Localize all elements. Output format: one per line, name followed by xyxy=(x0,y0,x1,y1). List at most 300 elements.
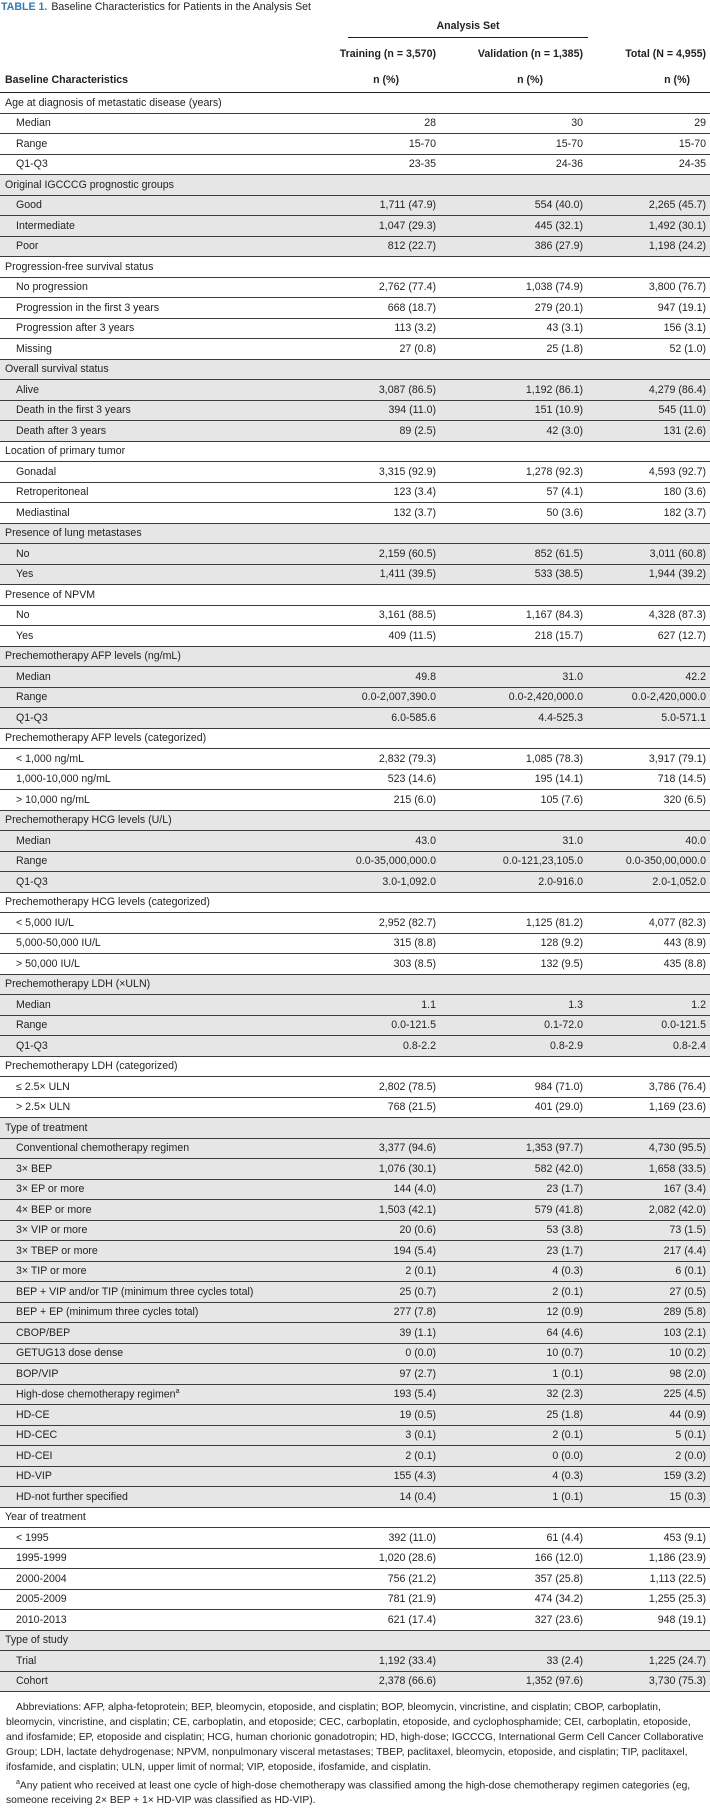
validation-value: 474 (34.2) xyxy=(441,1589,586,1610)
table-row xyxy=(0,339,710,360)
row-label-text: 2010-2013 xyxy=(16,1613,67,1626)
table-row xyxy=(0,1548,710,1569)
training-value: 621 (17.4) xyxy=(296,1610,441,1631)
table-row xyxy=(0,851,710,872)
column-header-characteristics: Baseline Characteristics xyxy=(0,68,296,93)
header-row-columns xyxy=(0,40,710,68)
row-label-text: Trial xyxy=(16,1654,37,1667)
training-value: 155 (4.3) xyxy=(296,1466,441,1487)
row-label xyxy=(0,1241,296,1262)
row-label-text: No xyxy=(16,547,30,560)
table-row xyxy=(0,1610,710,1631)
validation-value: 582 (42.0) xyxy=(441,1159,586,1180)
total-value: 156 (3.1) xyxy=(586,318,710,339)
section-heading-label xyxy=(0,585,296,606)
table-row xyxy=(0,1241,710,1262)
row-label-text: Location of primary tumor xyxy=(5,445,126,458)
table-row xyxy=(0,1569,710,1590)
row-label xyxy=(0,1384,296,1405)
total-value: 180 (3.6) xyxy=(586,482,710,503)
row-label-text: Median xyxy=(16,117,51,130)
training-value: 1,047 (29.3) xyxy=(296,216,441,237)
training-value: 3,315 (92.9) xyxy=(296,462,441,483)
total-value xyxy=(586,359,710,380)
row-label xyxy=(0,544,296,565)
table-row xyxy=(0,1261,710,1282)
validation-value: 30 xyxy=(441,113,586,134)
validation-value: 151 (10.9) xyxy=(441,400,586,421)
validation-value: 24-36 xyxy=(441,154,586,175)
training-value: 28 xyxy=(296,113,441,134)
training-value xyxy=(296,810,441,831)
table-row xyxy=(0,1282,710,1303)
table-row xyxy=(0,380,710,401)
total-value xyxy=(586,646,710,667)
total-value: 435 (8.8) xyxy=(586,954,710,975)
row-label xyxy=(0,503,296,524)
row-label xyxy=(0,462,296,483)
training-value: 23-35 xyxy=(296,154,441,175)
row-label-text: 3× BEP xyxy=(16,1162,53,1175)
training-value: 409 (11.5) xyxy=(296,626,441,647)
row-label-text: Mediastinal xyxy=(16,506,70,519)
row-label xyxy=(0,1302,296,1323)
validation-value: 2.0-916.0 xyxy=(441,872,586,893)
training-value: 113 (3.2) xyxy=(296,318,441,339)
row-label-text: 1,000-10,000 ng/mL xyxy=(16,773,111,786)
training-value: 668 (18.7) xyxy=(296,298,441,319)
total-value: 6 (0.1) xyxy=(586,1261,710,1282)
training-value xyxy=(296,93,441,114)
table-row xyxy=(0,113,710,134)
table-row xyxy=(0,1671,710,1692)
training-value xyxy=(296,523,441,544)
training-value xyxy=(296,1507,441,1528)
total-value: 182 (3.7) xyxy=(586,503,710,524)
validation-value xyxy=(441,892,586,913)
table-row xyxy=(0,831,710,852)
section-heading-label xyxy=(0,1056,296,1077)
row-label xyxy=(0,236,296,257)
training-value: 523 (14.6) xyxy=(296,769,441,790)
validation-value: 61 (4.4) xyxy=(441,1528,586,1549)
row-label xyxy=(0,195,296,216)
total-value xyxy=(586,441,710,462)
total-value xyxy=(586,974,710,995)
table-section-heading xyxy=(0,1630,710,1651)
column-header-training: Training (n = 3,570) xyxy=(339,48,436,60)
total-value: 27 (0.5) xyxy=(586,1282,710,1303)
table-row xyxy=(0,1487,710,1508)
validation-value: 4 (0.3) xyxy=(441,1466,586,1487)
validation-value: 0.1-72.0 xyxy=(441,1015,586,1036)
total-value: 718 (14.5) xyxy=(586,769,710,790)
training-value: 132 (3.7) xyxy=(296,503,441,524)
total-value: 98 (2.0) xyxy=(586,1364,710,1385)
total-value xyxy=(586,93,710,114)
table-row xyxy=(0,1466,710,1487)
total-value: 131 (2.6) xyxy=(586,421,710,442)
row-label-text: High-dose chemotherapy regimen xyxy=(16,1388,176,1401)
total-value xyxy=(586,1118,710,1139)
section-heading-label xyxy=(0,810,296,831)
table-row xyxy=(0,1446,710,1467)
training-value: 123 (3.4) xyxy=(296,482,441,503)
validation-value: 357 (25.8) xyxy=(441,1569,586,1590)
row-label-text: Type of study xyxy=(5,1634,69,1647)
total-value: 10 (0.2) xyxy=(586,1343,710,1364)
row-label xyxy=(0,277,296,298)
row-label xyxy=(0,1466,296,1487)
validation-value: 53 (3.8) xyxy=(441,1220,586,1241)
row-label-text: Death in the first 3 years xyxy=(16,404,131,417)
total-value: 1,225 (24.7) xyxy=(586,1651,710,1672)
training-value: 1,192 (33.4) xyxy=(296,1651,441,1672)
total-value xyxy=(586,257,710,278)
row-label xyxy=(0,318,296,339)
validation-value: 1,167 (84.3) xyxy=(441,605,586,626)
section-heading-label xyxy=(0,93,296,114)
training-value xyxy=(296,585,441,606)
row-label xyxy=(0,1569,296,1590)
table-row xyxy=(0,1323,710,1344)
row-label-text: BEP + VIP and/or TIP (minimum three cycles total) xyxy=(16,1285,254,1298)
training-value xyxy=(296,359,441,380)
row-label-text: < 1,000 ng/mL xyxy=(16,752,85,765)
table-row xyxy=(0,564,710,585)
table-section-heading xyxy=(0,892,710,913)
total-value: 3,917 (79.1) xyxy=(586,749,710,770)
row-label xyxy=(0,1220,296,1241)
table-section-heading xyxy=(0,175,710,196)
row-label xyxy=(0,605,296,626)
row-label-text: Alive xyxy=(16,383,39,396)
table-row xyxy=(0,954,710,975)
row-label-text: Yes xyxy=(16,629,34,642)
table-row xyxy=(0,400,710,421)
row-label xyxy=(0,831,296,852)
validation-value xyxy=(441,175,586,196)
total-value: 1,255 (25.3) xyxy=(586,1589,710,1610)
total-value: 2,082 (42.0) xyxy=(586,1200,710,1221)
row-label xyxy=(0,216,296,237)
total-value: 1,169 (23.6) xyxy=(586,1097,710,1118)
abbreviations-note: Abbreviations: AFP, alpha-fetoprotein; BEP, bleomycin, etoposide, and cisplatin; BOP, bleomycin, vincristine, and cisplatin; CBOP, carboplatin, bleomycin, vincristine, and cisplatin; CE, carboplatin, and etoposide; CEC, carboplatin, etoposide, and cyclophosphamide; CEI, carboplatin, etoposide, and ifosfamide; EP, etoposide and cisplatin; HCG, human chorionic gonadotropin; HD, high-dose; IGCCCG, International Germ Cell Cancer Collaborative Group; LDH, lactate dehydrogenase; NPVM, nonpulmonary visceral metastases; TBEP, paclitaxel, bleomycin, etoposide, and cisplatin; TIP, paclitaxel, ifosfamide, and cisplatin; ULN, upper limit of normal; VIP, etoposide, ifosfamide, and cisplatin. xyxy=(6,1702,704,1773)
validation-value: 10 (0.7) xyxy=(441,1343,586,1364)
row-label-text: Missing xyxy=(16,342,52,355)
row-label xyxy=(0,954,296,975)
validation-value: 554 (40.0) xyxy=(441,195,586,216)
row-label-text: Q1-Q3 xyxy=(16,711,48,724)
section-heading-label xyxy=(0,728,296,749)
table-row xyxy=(0,1528,710,1549)
total-value: 4,328 (87.3) xyxy=(586,605,710,626)
total-value: 289 (5.8) xyxy=(586,1302,710,1323)
table-caption xyxy=(0,0,710,16)
table-section-heading xyxy=(0,646,710,667)
row-label-text: 5,000-50,000 IU/L xyxy=(16,937,101,950)
total-value: 225 (4.5) xyxy=(586,1384,710,1405)
validation-value xyxy=(441,359,586,380)
column-header-total: Total (N = 4,955) xyxy=(625,48,707,60)
training-value: 2,802 (78.5) xyxy=(296,1077,441,1098)
row-label-text: Range xyxy=(16,137,48,150)
validation-value: 105 (7.6) xyxy=(441,790,586,811)
unit-training: n (%) xyxy=(296,68,441,93)
total-value: 4,077 (82.3) xyxy=(586,913,710,934)
row-label xyxy=(0,380,296,401)
section-heading-label xyxy=(0,359,296,380)
total-value: 1,198 (24.2) xyxy=(586,236,710,257)
row-label-text: Presence of lung metastases xyxy=(5,527,142,540)
training-value: 277 (7.8) xyxy=(296,1302,441,1323)
section-heading-label xyxy=(0,892,296,913)
training-value: 303 (8.5) xyxy=(296,954,441,975)
training-value: 2 (0.1) xyxy=(296,1446,441,1467)
total-value: 5.0-571.1 xyxy=(586,708,710,729)
baseline-characteristics-table xyxy=(0,16,710,1692)
row-label-text: Cohort xyxy=(16,1675,48,1688)
row-label xyxy=(0,995,296,1016)
training-value: 2 (0.1) xyxy=(296,1261,441,1282)
row-label xyxy=(0,1548,296,1569)
row-label xyxy=(0,1282,296,1303)
total-value: 1,113 (22.5) xyxy=(586,1569,710,1590)
validation-value xyxy=(441,728,586,749)
table-row xyxy=(0,1138,710,1159)
row-label-text: Median xyxy=(16,834,51,847)
row-label xyxy=(0,687,296,708)
training-value: 3,377 (94.6) xyxy=(296,1138,441,1159)
row-label-text: Good xyxy=(16,199,42,212)
training-value: 144 (4.0) xyxy=(296,1179,441,1200)
training-value: 0.0-2,007,390.0 xyxy=(296,687,441,708)
training-value: 1.1 xyxy=(296,995,441,1016)
training-value: 27 (0.8) xyxy=(296,339,441,360)
training-value: 193 (5.4) xyxy=(296,1384,441,1405)
unit-validation: n (%) xyxy=(441,68,586,93)
validation-value: 4.4-525.3 xyxy=(441,708,586,729)
table-row xyxy=(0,790,710,811)
table-section-heading xyxy=(0,810,710,831)
row-label-text: Yes xyxy=(16,568,34,581)
table-row xyxy=(0,134,710,155)
table-row xyxy=(0,318,710,339)
table-footnotes xyxy=(0,1692,710,1808)
training-value: 3,087 (86.5) xyxy=(296,380,441,401)
total-value: 2,265 (45.7) xyxy=(586,195,710,216)
table-section-heading xyxy=(0,974,710,995)
row-label xyxy=(0,667,296,688)
validation-value: 25 (1.8) xyxy=(441,339,586,360)
row-label-text: 2005-2009 xyxy=(16,1593,67,1606)
row-label xyxy=(0,1138,296,1159)
section-heading-label xyxy=(0,1630,296,1651)
total-value: 4,279 (86.4) xyxy=(586,380,710,401)
total-value: 1,492 (30.1) xyxy=(586,216,710,237)
validation-value: 50 (3.6) xyxy=(441,503,586,524)
validation-value: 0 (0.0) xyxy=(441,1446,586,1467)
footnote-marker: a xyxy=(175,1387,180,1395)
validation-value xyxy=(441,646,586,667)
row-label-text: > 2.5× ULN xyxy=(16,1101,71,1114)
validation-value: 31.0 xyxy=(441,831,586,852)
row-label xyxy=(0,564,296,585)
validation-value xyxy=(441,1507,586,1528)
validation-value: 1.3 xyxy=(441,995,586,1016)
total-value xyxy=(586,728,710,749)
training-value xyxy=(296,728,441,749)
row-label-text: Age at diagnosis of metastatic disease (years) xyxy=(5,96,222,109)
table-row xyxy=(0,708,710,729)
total-value: 5 (0.1) xyxy=(586,1425,710,1446)
training-value: 97 (2.7) xyxy=(296,1364,441,1385)
validation-value: 1,125 (81.2) xyxy=(441,913,586,934)
validation-value: 132 (9.5) xyxy=(441,954,586,975)
table-section-heading xyxy=(0,359,710,380)
total-value: 443 (8.9) xyxy=(586,933,710,954)
total-value: 159 (3.2) xyxy=(586,1466,710,1487)
row-label xyxy=(0,1179,296,1200)
row-label xyxy=(0,421,296,442)
header-row-analysis-set xyxy=(0,16,710,40)
total-value: 4,730 (95.5) xyxy=(586,1138,710,1159)
row-label xyxy=(0,154,296,175)
row-label xyxy=(0,1487,296,1508)
training-value: 215 (6.0) xyxy=(296,790,441,811)
row-label xyxy=(0,339,296,360)
row-label xyxy=(0,769,296,790)
validation-value: 23 (1.7) xyxy=(441,1241,586,1262)
row-label xyxy=(0,1015,296,1036)
table-section-heading xyxy=(0,1507,710,1528)
table-section-heading xyxy=(0,1056,710,1077)
row-label-text: HD-CEC xyxy=(16,1429,58,1442)
row-label-text: No xyxy=(16,609,30,622)
row-label-text: HD-CE xyxy=(16,1408,50,1421)
table-body xyxy=(0,93,710,1692)
validation-value xyxy=(441,1118,586,1139)
table-row xyxy=(0,482,710,503)
validation-value: 0.0-121,23,105.0 xyxy=(441,851,586,872)
training-value: 2,378 (66.6) xyxy=(296,1671,441,1692)
row-label-text: < 1995 xyxy=(16,1531,49,1544)
row-label-text: Progression-free survival status xyxy=(5,260,154,273)
row-label-text: 3× VIP or more xyxy=(16,1224,88,1237)
row-label xyxy=(0,482,296,503)
row-label-text: Retroperitoneal xyxy=(16,486,89,499)
row-label-text: Overall survival status xyxy=(5,363,109,376)
validation-value: 1,085 (78.3) xyxy=(441,749,586,770)
table-row xyxy=(0,1589,710,1610)
training-value: 1,503 (42.1) xyxy=(296,1200,441,1221)
footnote-marker: a xyxy=(16,1779,20,1786)
row-label-text: Prechemotherapy AFP levels (categorized) xyxy=(5,732,207,745)
total-value: 217 (4.4) xyxy=(586,1241,710,1262)
row-label-text: GETUG13 dose dense xyxy=(16,1347,124,1360)
table-row xyxy=(0,1015,710,1036)
validation-value: 327 (23.6) xyxy=(441,1610,586,1631)
row-label-text: Range xyxy=(16,1019,48,1032)
row-label-text: 3× EP or more xyxy=(16,1183,85,1196)
table-row xyxy=(0,154,710,175)
row-label-text: Conventional chemotherapy regimen xyxy=(16,1142,190,1155)
row-label-text: Original IGCCCG prognostic groups xyxy=(5,178,174,191)
total-value xyxy=(586,1630,710,1651)
row-label-text: Prechemotherapy LDH (categorized) xyxy=(5,1060,178,1073)
total-value: 2 (0.0) xyxy=(586,1446,710,1467)
total-value: 1,944 (39.2) xyxy=(586,564,710,585)
validation-value: 12 (0.9) xyxy=(441,1302,586,1323)
unit-total: n (%) xyxy=(586,68,710,93)
training-value: 0.0-35,000,000.0 xyxy=(296,851,441,872)
row-label-text: 3× TBEP or more xyxy=(16,1244,98,1257)
validation-value: 1,352 (97.6) xyxy=(441,1671,586,1692)
validation-value: 1 (0.1) xyxy=(441,1364,586,1385)
table-row xyxy=(0,995,710,1016)
table-row xyxy=(0,1651,710,1672)
total-value: 320 (6.5) xyxy=(586,790,710,811)
total-value: 1,658 (33.5) xyxy=(586,1159,710,1180)
validation-value xyxy=(441,257,586,278)
validation-value: 23 (1.7) xyxy=(441,1179,586,1200)
validation-value: 2 (0.1) xyxy=(441,1282,586,1303)
header-row-units xyxy=(0,68,710,93)
row-label-text: Prechemotherapy HCG levels (U/L) xyxy=(5,814,172,827)
row-label-text: 2000-2004 xyxy=(16,1572,67,1585)
row-label xyxy=(0,1589,296,1610)
row-label-text: < 5,000 IU/L xyxy=(16,916,75,929)
validation-value: 33 (2.4) xyxy=(441,1651,586,1672)
training-value xyxy=(296,175,441,196)
training-value: 768 (21.5) xyxy=(296,1097,441,1118)
table-row xyxy=(0,769,710,790)
validation-value xyxy=(441,1056,586,1077)
table-row xyxy=(0,913,710,934)
total-value: 15 (0.3) xyxy=(586,1487,710,1508)
training-value: 39 (1.1) xyxy=(296,1323,441,1344)
validation-value xyxy=(441,93,586,114)
total-value: 627 (12.7) xyxy=(586,626,710,647)
section-heading-label xyxy=(0,175,296,196)
validation-value: 2 (0.1) xyxy=(441,1425,586,1446)
table-row xyxy=(0,1200,710,1221)
validation-value xyxy=(441,974,586,995)
training-value xyxy=(296,1056,441,1077)
validation-value: 42 (3.0) xyxy=(441,421,586,442)
table-row xyxy=(0,605,710,626)
training-value: 0.8-2.2 xyxy=(296,1036,441,1057)
row-label-text: BOP/VIP xyxy=(16,1367,59,1380)
row-label-text: Intermediate xyxy=(16,219,75,232)
training-value: 1,411 (39.5) xyxy=(296,564,441,585)
row-label-text: HD-not further specified xyxy=(16,1490,128,1503)
table-row xyxy=(0,1384,710,1405)
training-value: 756 (21.2) xyxy=(296,1569,441,1590)
validation-value xyxy=(441,585,586,606)
row-label xyxy=(0,113,296,134)
training-value xyxy=(296,441,441,462)
total-value: 73 (1.5) xyxy=(586,1220,710,1241)
row-label xyxy=(0,1261,296,1282)
total-value: 15-70 xyxy=(586,134,710,155)
validation-value: 1,353 (97.7) xyxy=(441,1138,586,1159)
total-value xyxy=(586,175,710,196)
training-value: 392 (11.0) xyxy=(296,1528,441,1549)
training-value xyxy=(296,974,441,995)
total-value: 453 (9.1) xyxy=(586,1528,710,1549)
validation-value: 43 (3.1) xyxy=(441,318,586,339)
